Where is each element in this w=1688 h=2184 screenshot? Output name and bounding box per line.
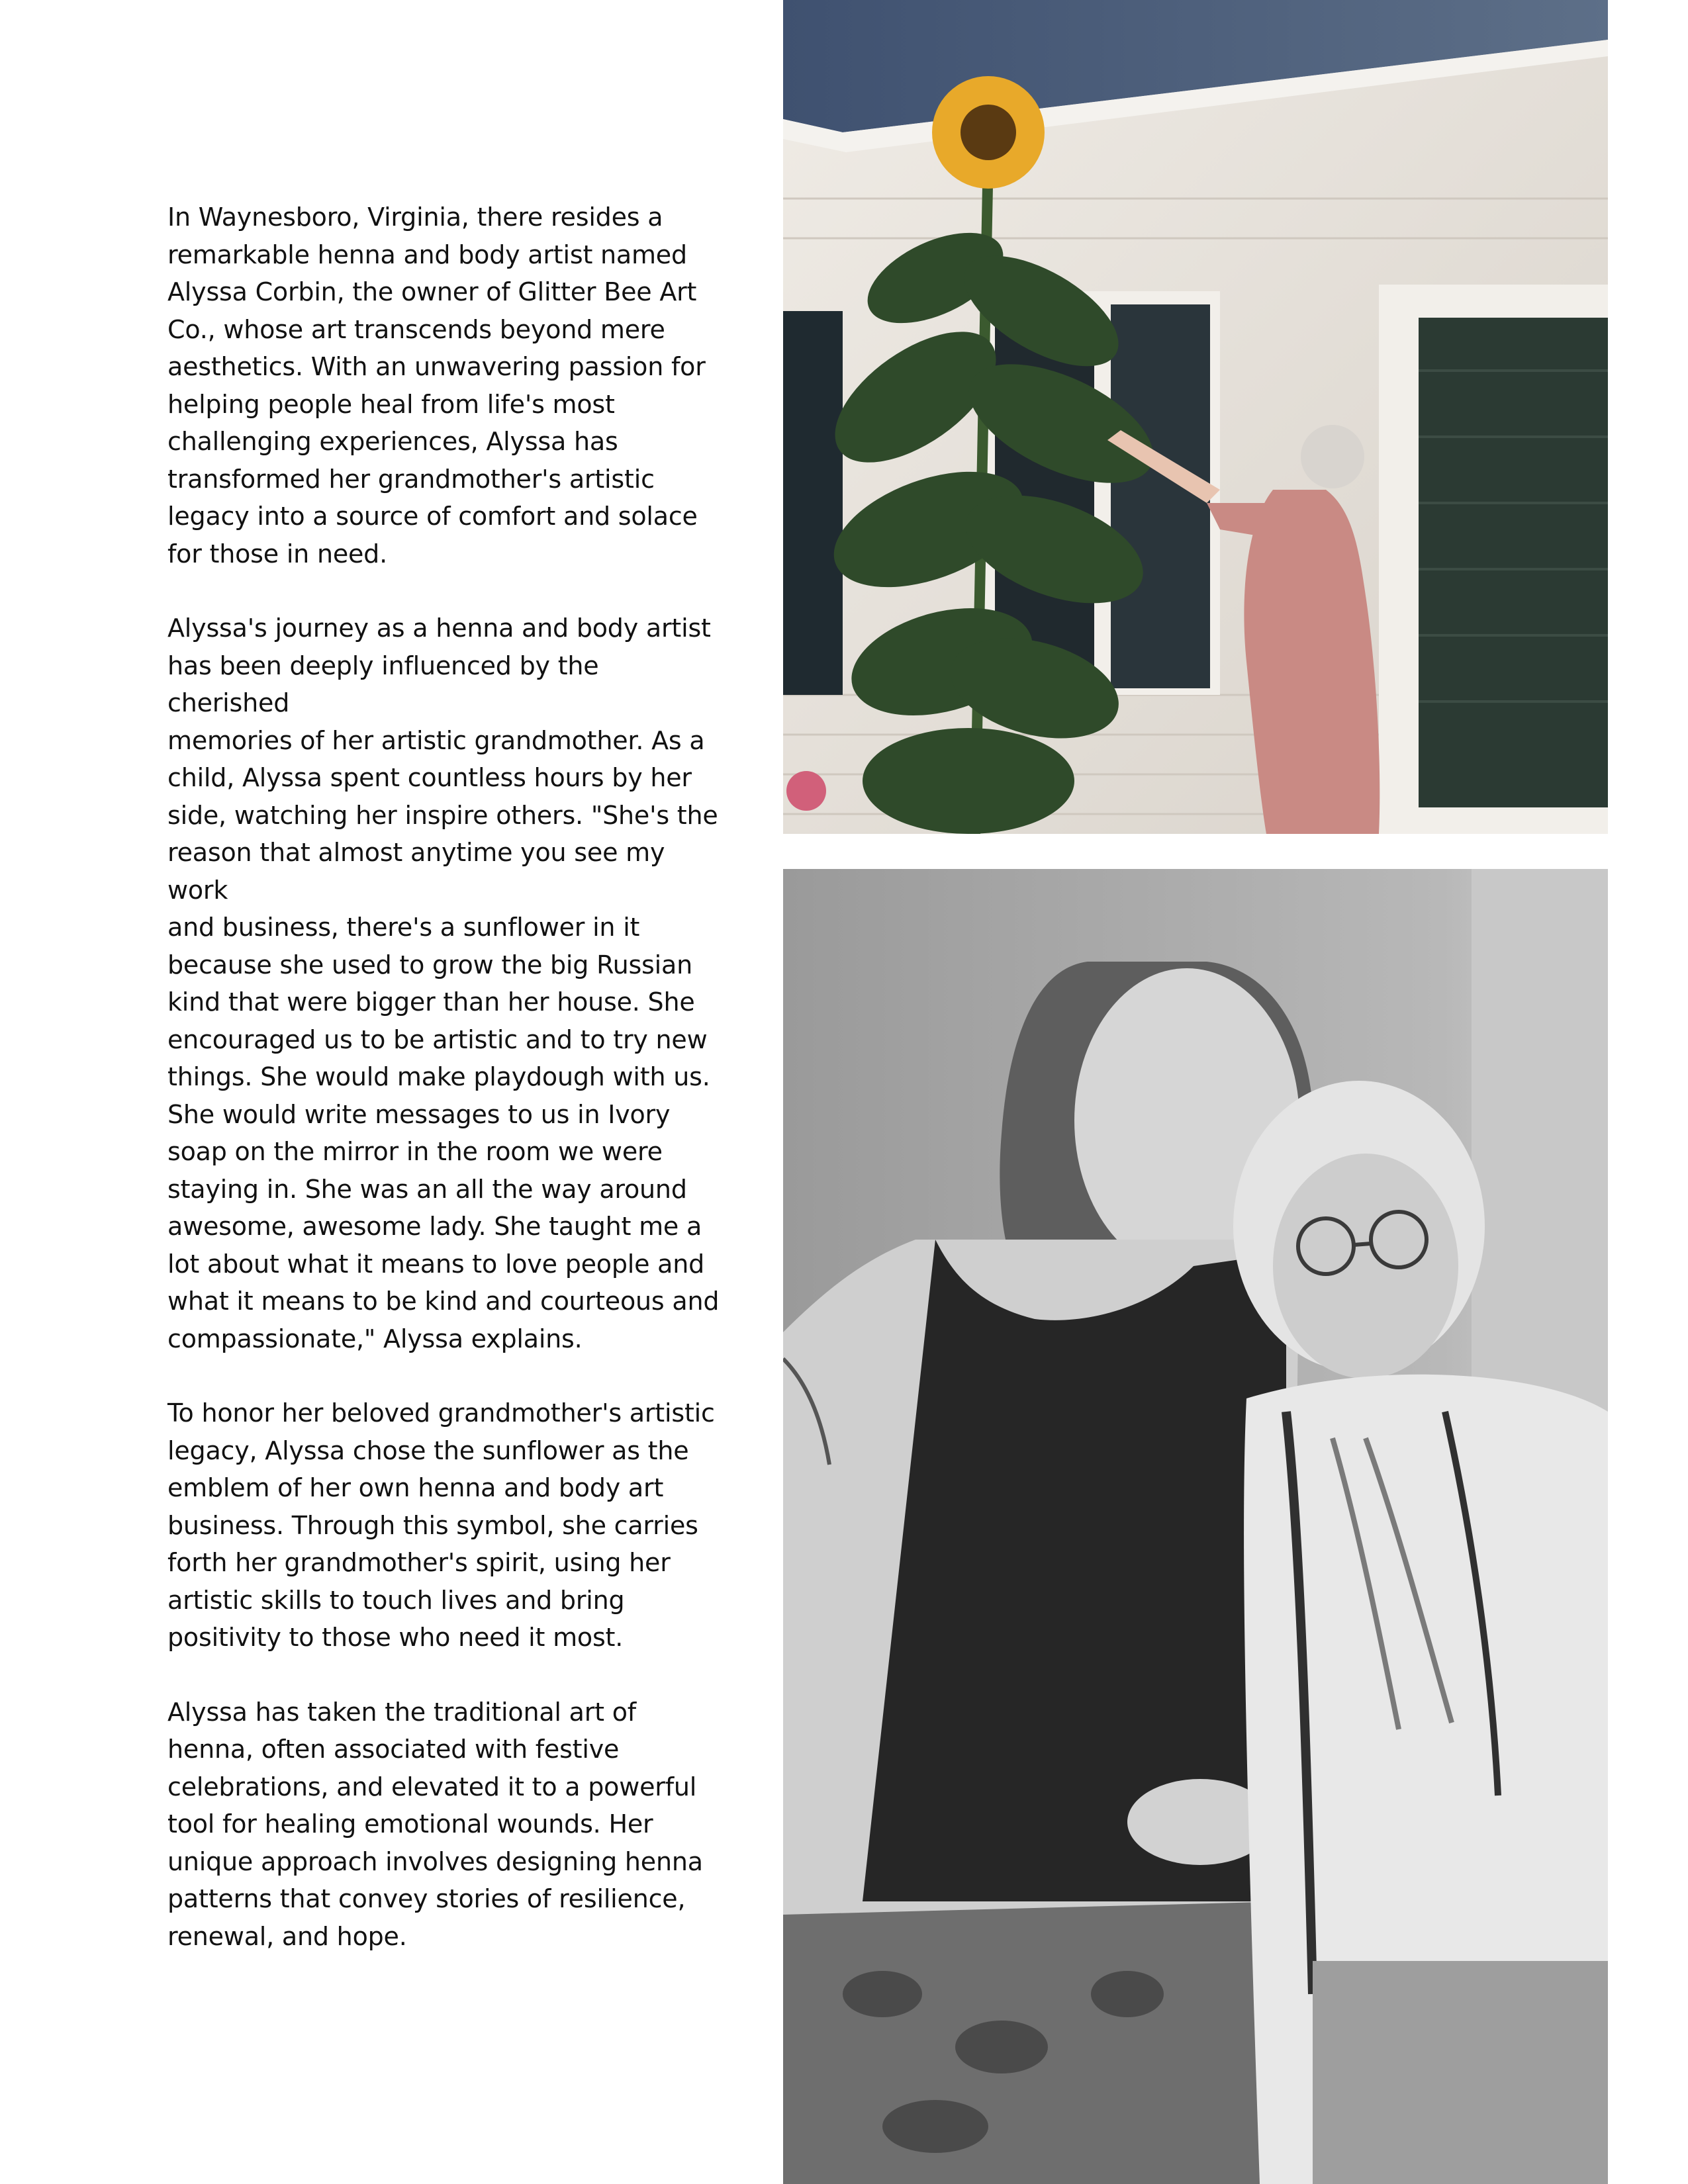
paragraph-2: Alyssa's journey as a henna and body artist has been deeply influenced by the cherished memories of her artistic grandmother. As a child, Alyssa spent countless hours by her side, watching her inspire others. "She's the reason that almost anytime you see my work and business, there's a sunflower in it because she used to grow the big Russian kind that were bigger than her house. She encouraged us to be artistic and to try new things. She would make playdough with us. She would write messages to us in Ivory soap on the mirror in the room we were staying in. She was an all the way around awesome, awesome lady. She taught me a lot about what it means to love people and what it means to be kind and courteous and compassionate," Alyssa explains.	[167, 614, 720, 1353]
window-left	[783, 311, 843, 695]
paragraph-1: In Waynesboro, Virginia, there resides a remarkable henna and body artist named Alyssa Corbin, the owner of Glitter Bee Art Co., whose art transcends beyond mere aesthetics. With an unwavering passion for helping people heal from life's most challenging experiences, Alyssa has transformed her grandmother's artistic legacy into a source of comfort and solace for those in need.	[167, 203, 706, 569]
paragraph-3: To honor her beloved grandmother's artistic legacy, Alyssa chose the sunflower as the emblem of her own henna and body art business. Through this symbol, she carries forth her grandmother's spirit, using her artistic skills to touch lives and bring positivity to those who need it most.	[167, 1398, 715, 1652]
window-pane-2	[1111, 304, 1210, 688]
paragraph-4: Alyssa has taken the traditional art of henna, often associated with festive celebrations, and elevated it to a powerful tool for healing emotional wounds. Her unique approach involves designing henna patterns that convey stories of resilience, renewal, and hope.	[167, 1697, 703, 1951]
photo-grandmother-sunflower	[783, 0, 1608, 834]
door-window	[1419, 318, 1608, 807]
article-text	[167, 199, 724, 1992]
portrait-photo-illustration	[783, 869, 1608, 2184]
pink-flower	[786, 771, 826, 811]
photo-alyssa-and-grandmother	[783, 869, 1608, 2184]
sunflower-photo-illustration	[783, 0, 1608, 834]
sunflower-head	[932, 76, 1045, 189]
